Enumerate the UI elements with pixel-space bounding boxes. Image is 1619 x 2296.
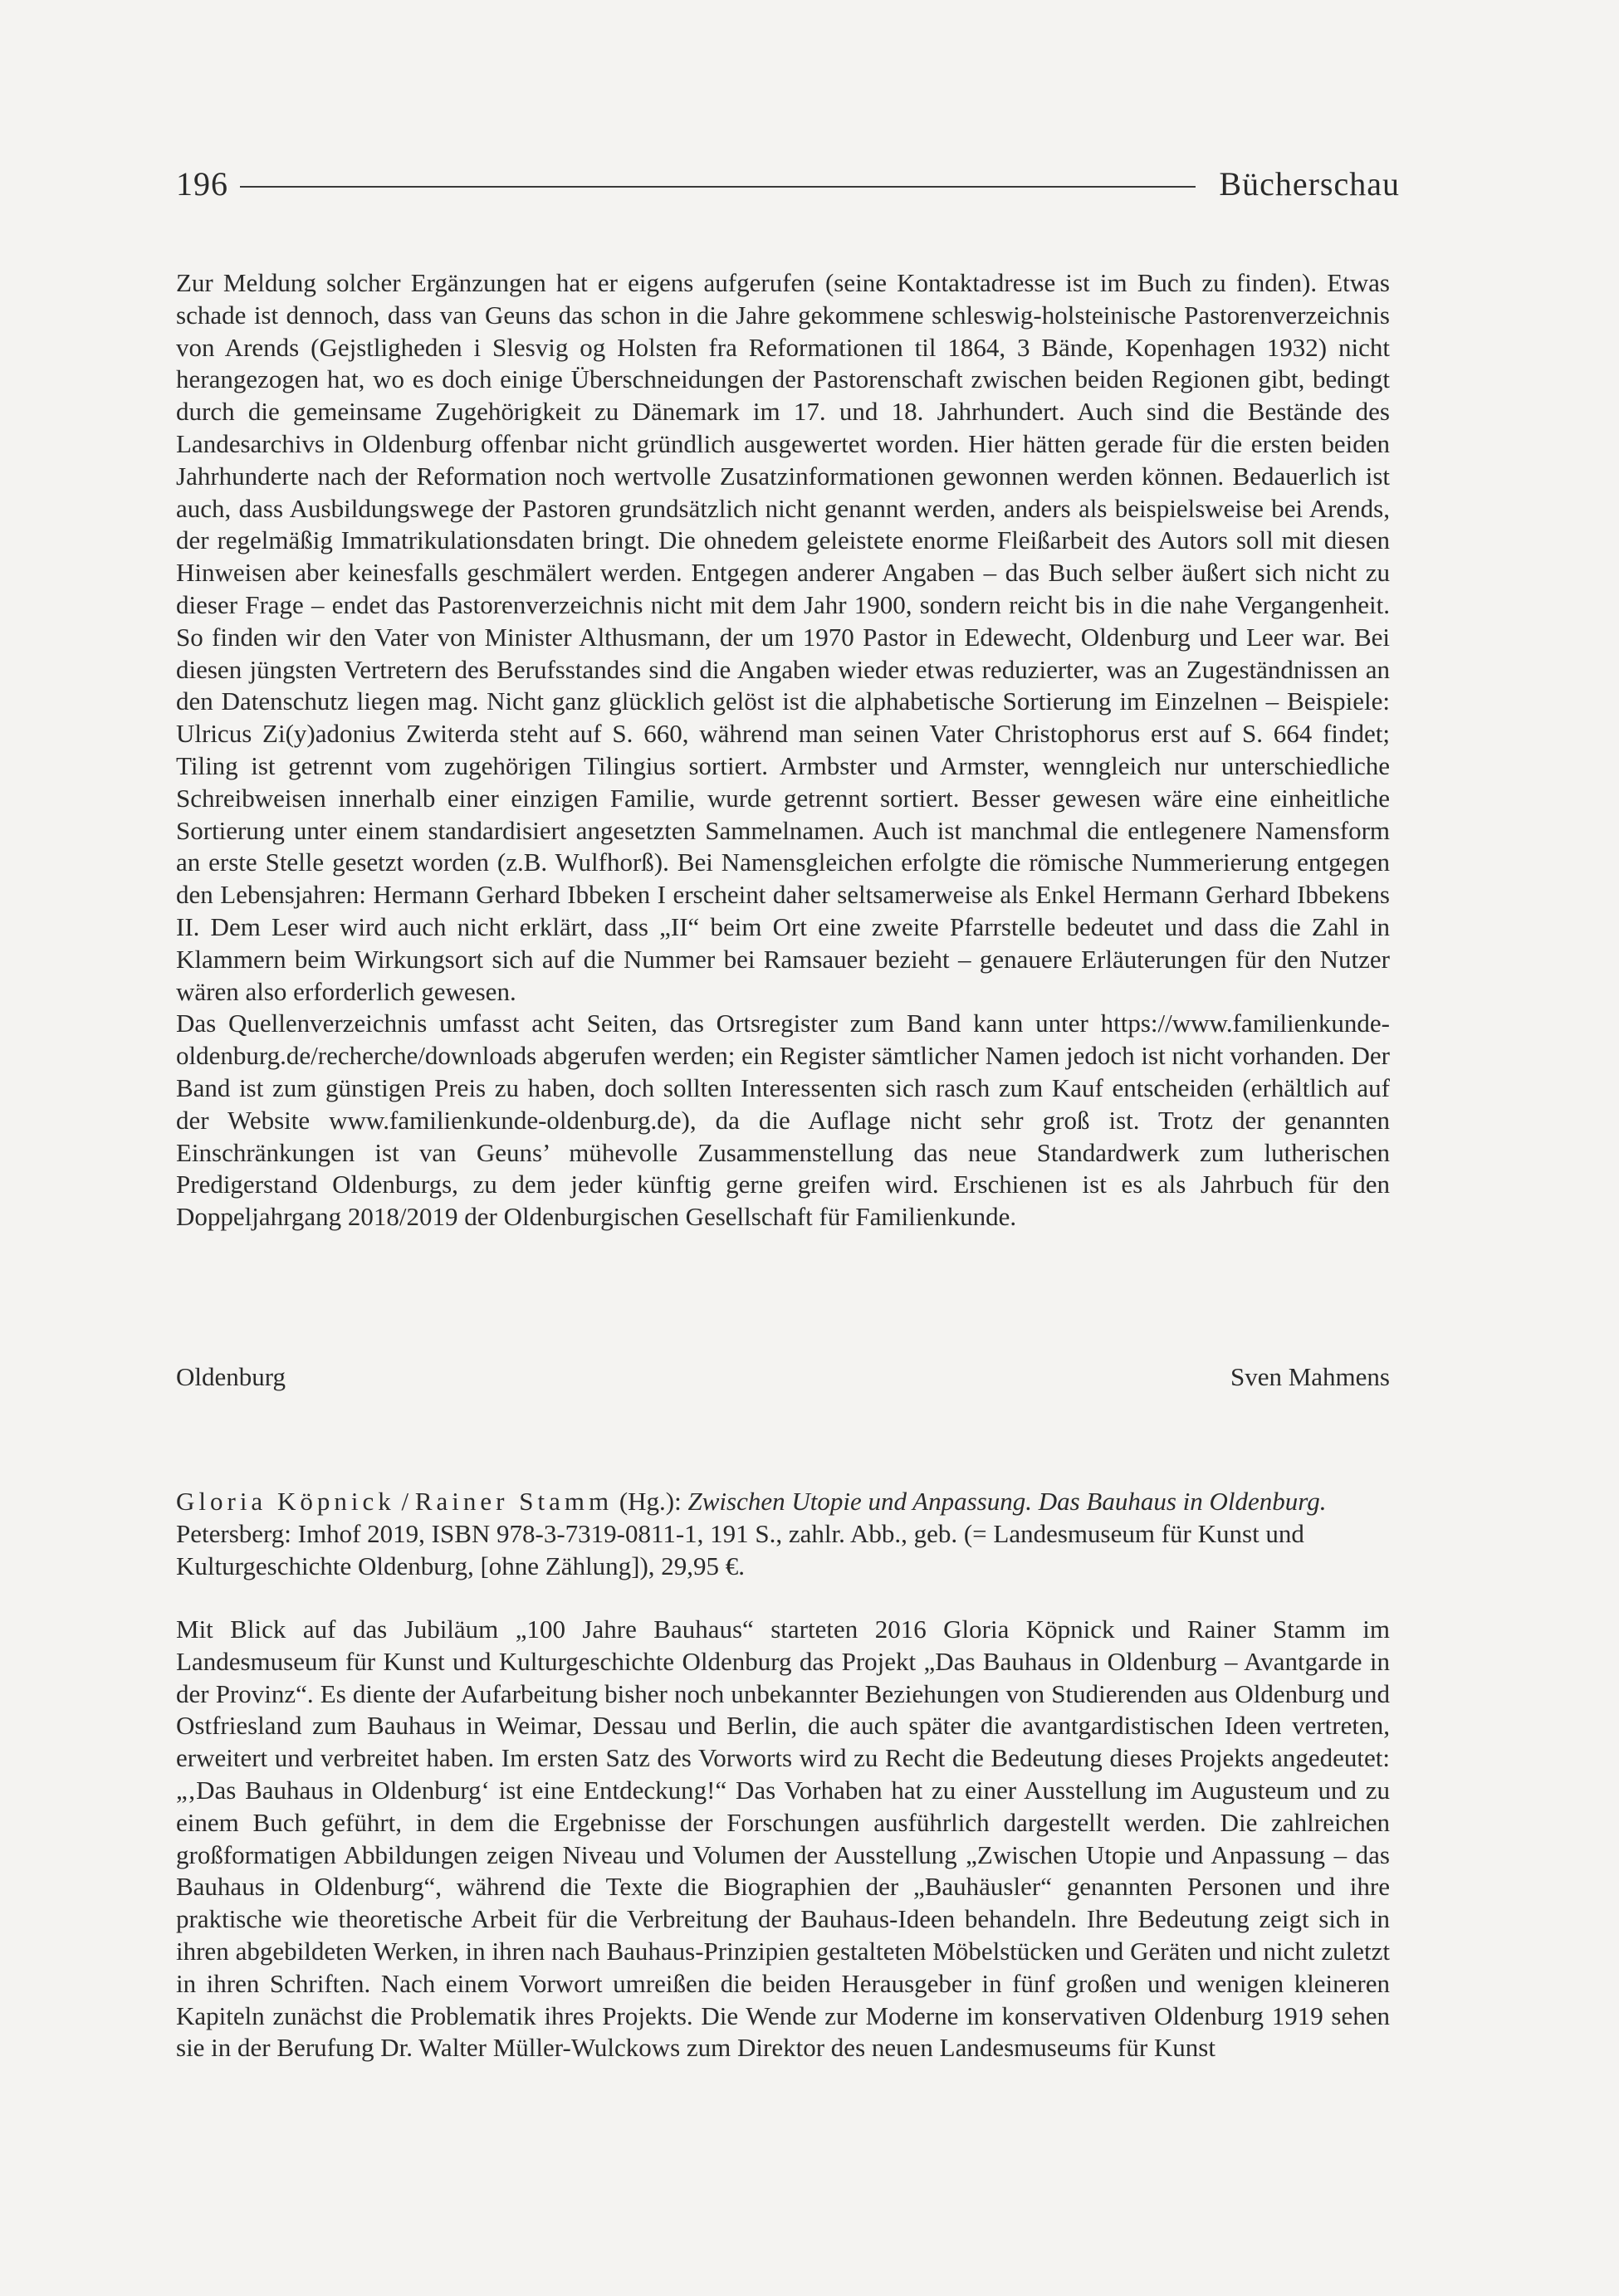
- page-header: [176, 159, 1400, 209]
- review-1-signature: [176, 1361, 1390, 1394]
- review-2-author-1: Gloria Köpnick: [176, 1487, 395, 1516]
- review-2-title: Zwischen Utopie und Anpassung. Das Bauhaus in Oldenburg.: [687, 1487, 1327, 1516]
- review-1-reviewer: Sven Mahmens: [1230, 1362, 1390, 1391]
- review-2-paragraph-1: Mit Blick auf das Jubiläum „100 Jahre Bauhaus“ starteten 2016 Gloria Köpnick und Rainer Stamm im Landesmuseum für Kunst und Kulturgeschichte Oldenburg das Projekt „Das Bauhaus in Oldenburg – Avantgarde in der Provinz“. Es diente der Aufarbeitung bisher noch unbekannter Beziehungen von Studierenden aus Oldenburg und Ostfriesland zum Bauhaus in Weimar, Dessau und Berlin, die auch später die avantgardistischen Ideen vertreten, erweitert und verbreitet haben. Im ersten Satz des Vorworts wird zu Recht die Bedeutung dieses Projekts angedeutet: „‚Das Bauhaus in Oldenburg‘ ist eine Entdeckung!“ Das Vorhaben hat zu einer Ausstellung im Augusteum und zu einem Buch geführt, in dem die Ergebnisse der Forschungen ausführlich dargestellt werden. Die zahlreichen großformatigen Abbildungen zeigen Niveau und Volumen der Ausstellung „Zwischen Utopie und Anpassung – das Bauhaus in Oldenburg“, während die Texte die Biographien der „Bauhäusler“ genannten Personen und ihre praktische wie theoretische Arbeit für die Verbreitung der Bauhaus-Ideen behandeln. Ihre Bedeutung zeigt sich in ihren abgebildeten Werken, in ihren nach Bauhaus-Prinzipien gestalteten Möbelstücken und Geräten und nicht zuletzt in ihren Schriften. Nach einem Vorwort umreißen die beiden Herausgeber in fünf großen und wenigen kleineren Kapiteln zunächst die Problematik ihres Projekts. Die Wende zur Moderne im konservativen Oldenburg 1919 sehen sie in der Berufung Dr. Walter Müller-Wulckows zum Direktor des neuen Landesmuseums für Kunst: [176, 1615, 1390, 2063]
- review-2-author-2: Rainer Stamm: [414, 1487, 614, 1516]
- running-head: Bücherschau: [1219, 165, 1400, 203]
- header-rule: [240, 186, 1196, 188]
- review-2-body: [176, 1614, 1390, 2064]
- review-1-paragraph-1: Zur Meldung solcher Ergänzungen hat er eigens aufgerufen (seine Kontaktadresse ist im Buch zu finden). Etwas schade ist dennoch, dass van Geuns das schon in die Jahre gekommene schleswig-holsteinische Pastorenverzeichnis von Arends (Gejstligheden i Slesvig og Holsten fra Reformationen til 1864, 3 Bände, Kopenhagen 1932) nicht herangezogen hat, wo es doch einige Überschneidungen der Pastorenschaft zwischen beiden Regionen gibt, bedingt durch die gemeinsame Zugehörigkeit zu Dänemark im 17. und 18. Jahrhundert. Auch sind die Bestände des Landesarchivs in Oldenburg offenbar nicht gründlich ausgewertet worden. Hier hätten gerade für die ersten beiden Jahrhunderte nach der Reformation noch wertvolle Zusatzinformationen gewonnen werden können. Bedauerlich ist auch, dass Ausbildungswege der Pastoren grundsätzlich nicht genannt werden, anders als beispielsweise bei Arends, der regelmäßig Immatrikulationsdaten bringt. Die ohnedem geleistete enorme Fleißarbeit des Autors soll mit diesen Hinweisen aber keinesfalls geschmälert werden. Entgegen anderer Angaben – das Buch selber äußert sich nicht zu dieser Frage – endet das Pastorenverzeichnis nicht mit dem Jahr 1900, sondern reicht bis in die nahe Vergangenheit. So finden wir den Vater von Minister Althusmann, der um 1970 Pastor in Edewecht, Oldenburg und Leer war. Bei diesen jüngsten Vertretern des Berufsstandes sind die Angaben wieder etwas reduzierter, was an Zugeständnissen an den Datenschutz liegen mag. Nicht ganz glücklich gelöst ist die alphabetische Sortierung im Einzelnen – Beispiele: Ulricus Zi(y)adonius Zwiterda steht auf S. 660, während man seinen Vater Christophorus erst auf S. 664 findet; Tiling ist getrennt vom zugehörigen Tilingius sortiert. Armbster und Armster, wenngleich nur unterschiedliche Schreibweisen innerhalb einer einzigen Familie, wurde getrennt sortiert. Besser gewesen wäre eine einheitliche Sortierung unter einem standardisiert angesetzten Sammelnamen. Auch ist manchmal die entlegenere Namensform an erste Stelle gesetzt worden (z.B. Wulfhorß). Bei Namensgleichen erfolgte die römische Nummerierung entgegen den Lebensjahren: Hermann Gerhard Ibbeken I erscheint daher seltsamerweise als Enkel Hermann Gerhard Ibbekens II. Dem Leser wird auch nicht erklärt, dass „II“ beim Ort eine zweite Pfarrstelle bedeutet und dass die Zahl in Klammern beim Wirkungsort sich auf die Nummer bei Ramsauer bezieht – genauere Erläuterungen für den Nutzer wären also erforderlich gewesen.: [176, 268, 1390, 1006]
- review-2-editor-note: (Hg.):: [619, 1487, 682, 1516]
- review-1-paragraph-2: Das Quellenverzeichnis umfasst acht Seiten, das Ortsregister zum Band kann unter https://www.familienkunde-oldenburg.de/recherche/downloads abgerufen werden; ein Register sämtlicher Namen jedoch ist nicht vorhanden. Der Band ist zum günstigen Preis zu haben, doch sollten Interessenten sich rasch zum Kauf entscheiden (erhältlich auf der Website www.familienkunde-oldenburg.de), da die Auflage nicht sehr groß ist. Trotz der genannten Einschränkungen ist van Geuns’ mühevolle Zusammenstellung das neue Standardwerk zum lutherischen Predigerstand Oldenburgs, zu dem jeder künftig gerne greifen wird. Erschienen ist es als Jahrbuch für den Doppeljahrgang 2018/2019 der Oldenburgischen Gesellschaft für Familienkunde.: [176, 1009, 1390, 1232]
- review-1-place: Oldenburg: [176, 1362, 286, 1391]
- review-2-bibliography: [176, 1486, 1390, 1582]
- review-1-body: [176, 267, 1390, 1233]
- review-2-author-separator: /: [401, 1487, 409, 1516]
- review-2-publication: Petersberg: Imhof 2019, ISBN 978-3-7319-0811-1, 191 S., zahlr. Abb., geb. (= Landesmuseum für Kunst und Kulturgeschichte Oldenburg, [ohne Zählung]), 29,95 €.: [176, 1518, 1304, 1580]
- page-number: 196: [176, 165, 228, 203]
